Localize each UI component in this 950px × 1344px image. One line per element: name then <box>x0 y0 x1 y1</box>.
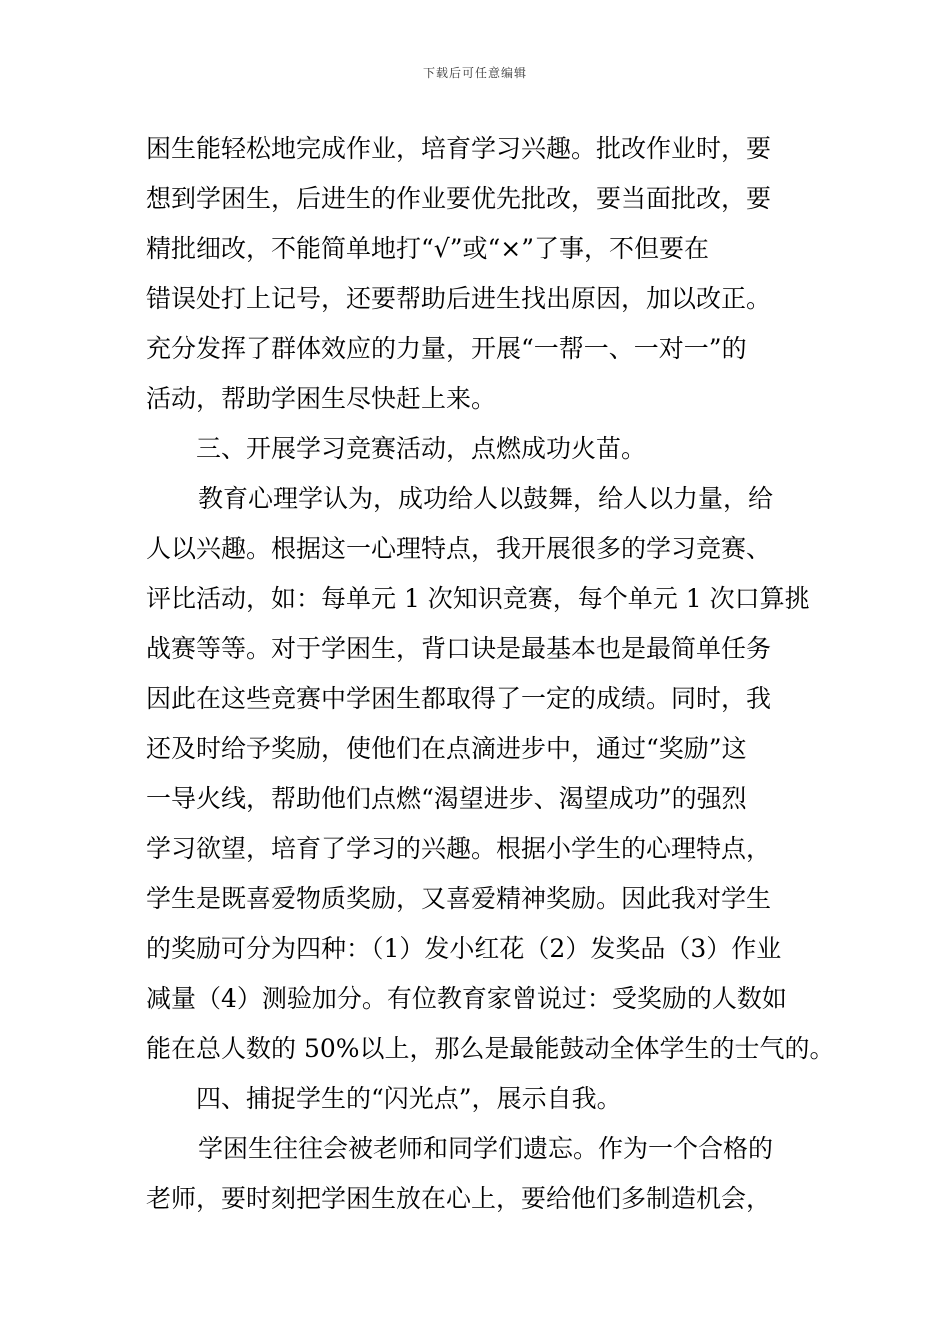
body-line-22: 老师，要时刻把学困生放在心上，要给他们多制造机会， <box>146 1184 772 1213</box>
body-line-19: 能在总人数的 50%以上，那么是最能鼓动全体学生的士气的。 <box>146 1034 835 1063</box>
body-line-16: 学生是既喜爱物质奖励，又喜爱精神奖励。因此我对学生 <box>146 884 772 913</box>
section-heading-3: 三、开展学习竞赛活动，点燃成功火苗。 <box>196 434 647 463</box>
body-line-1: 困生能轻松地完成作业，培育学习兴趣。批改作业时，要 <box>146 134 772 163</box>
body-line-17: 的奖励可分为四种：（1）发小红花（2）发奖品（3）作业 <box>146 934 782 963</box>
body-line-12: 因此在这些竞赛中学困生都取得了一定的成绩。同时，我 <box>146 684 772 713</box>
body-line-9: 人以兴趣。根据这一心理特点，我开展很多的学习竞赛、 <box>146 534 772 563</box>
body-line-3: 精批细改，不能简单地打“√”或“×”了事，不但要在 <box>146 234 710 263</box>
page-header: 下载后可任意编辑 <box>422 66 527 80</box>
body-line-5: 充分发挥了群体效应的力量，开展“一帮一、一对一”的 <box>146 334 747 363</box>
body-line-10: 评比活动，如：每单元 1 次知识竞赛，每个单元 1 次口算挑 <box>146 584 810 613</box>
body-line-13: 还及时给予奖励，使他们在点滴进步中，通过“奖励”这 <box>146 734 747 763</box>
body-line-11: 战赛等等。对于学困生，背口诀是最基本也是最简单任务 <box>146 634 772 663</box>
body-line-2: 想到学困生，后进生的作业要优先批改，要当面批改，要 <box>146 184 772 213</box>
body-line-21: 学困生往往会被老师和同学们遗忘。作为一个合格的 <box>198 1134 774 1163</box>
body-line-6: 活动，帮助学困生尽快赶上来。 <box>146 384 497 413</box>
body-line-4: 错误处打上记号，还要帮助后进生找出原因，加以改正。 <box>146 284 772 313</box>
body-line-14: 一导火线，帮助他们点燃“渴望进步、渴望成功”的强烈 <box>146 784 747 813</box>
body-line-8: 教育心理学认为，成功给人以鼓舞，给人以力量，给 <box>198 484 774 513</box>
body-line-15: 学习欲望，培育了学习的兴趣。根据小学生的心理特点， <box>146 834 772 863</box>
section-heading-4: 四、捕捉学生的“闪光点”，展示自我。 <box>196 1084 622 1113</box>
body-line-18: 减量（4）测验加分。有位教育家曾说过：受奖励的人数如 <box>146 984 787 1013</box>
